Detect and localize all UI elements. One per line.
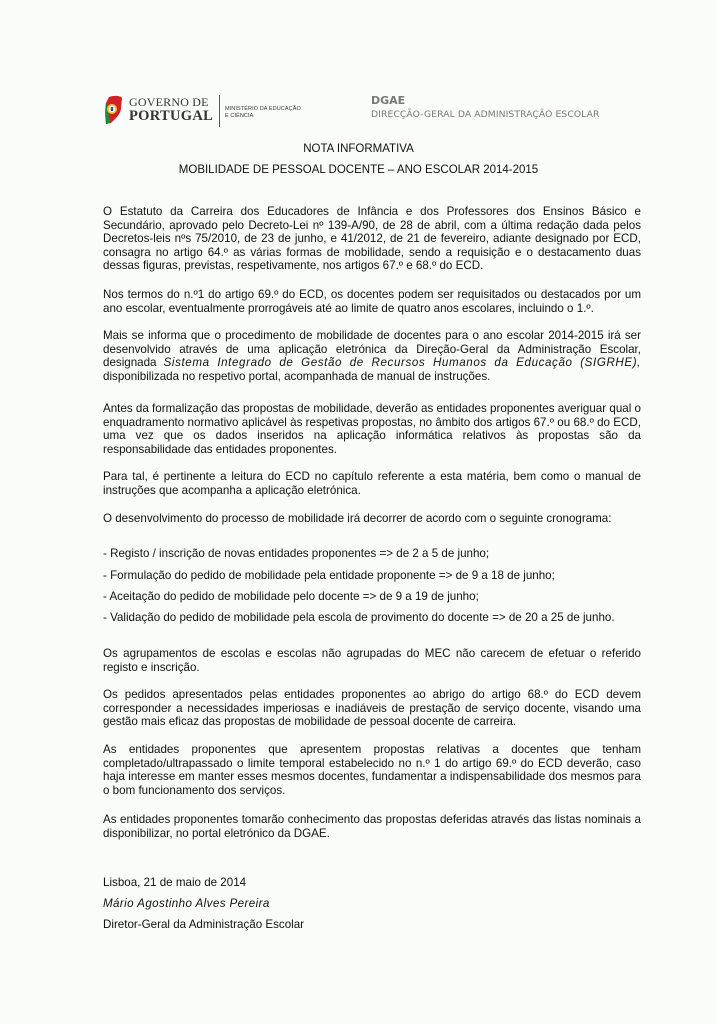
paragraph-text: As entidades proponentes tomarão conhecimento das propostas deferidas através das listas nominais a disponibilizar, no portal eletrónico da DGAE. bbox=[103, 813, 641, 840]
paragraph-2 bbox=[103, 288, 641, 315]
letterhead bbox=[103, 93, 623, 133]
paragraph-7 bbox=[103, 647, 641, 674]
portugal-emblem-icon bbox=[103, 95, 123, 125]
ministry-line1: MINISTÉRIO DA EDUCAÇÃO bbox=[225, 106, 301, 112]
paragraph-text: O desenvolvimento do processo de mobilidade irá decorrer de acordo com o seguinte cronograma: bbox=[103, 512, 612, 525]
text-run: Mais se informa que o procedimento de mobilidade de docentes para o ano escolar 2014-2015 irá ser desenvolvido através de uma aplicação eletrónica da Direção-Geral da Administração Escolar, designada bbox=[103, 329, 641, 370]
ministry-name bbox=[225, 106, 301, 120]
ministry-line2: E CIÊNCIA bbox=[225, 113, 254, 119]
place-date: Lisboa, 21 de maio de 2014 bbox=[103, 876, 247, 889]
paragraph-4 bbox=[103, 402, 641, 456]
paragraph-5 bbox=[103, 470, 641, 497]
government-logo bbox=[103, 95, 213, 125]
paragraph-10 bbox=[103, 813, 641, 840]
system-name: Sistema Integrado de Gestão de Recursos Humanos da Educação (SIGRHE), bbox=[163, 356, 642, 370]
paragraph-text bbox=[103, 329, 641, 383]
schedule-item: - Validação do pedido de mobilidade pela escola de provimento do docente => de 20 a 25 de junho. bbox=[103, 611, 615, 624]
gov-line2: PORTUGAL bbox=[129, 108, 214, 125]
paragraph-9 bbox=[103, 743, 641, 797]
text-run: disponibilizada no respetivo portal, acompanhada de manual de instruções. bbox=[103, 369, 491, 383]
paragraph-text: Antes da formalização das propostas de mobilidade, deverão as entidades proponentes averiguar qual o enquadramento normativo aplicável às respetivas propostas, no âmbito dos artigos 67.º ou 68.º do ECD, uma vez que os dados inseridos na aplicação informática relativos às propostas são da responsabilidade das entidades proponentes. bbox=[103, 402, 641, 456]
paragraph-text: O Estatuto da Carreira dos Educadores de Infância e dos Professores dos Ensinos Básico e Secundário, aprovado pelo Decreto-Lei nº 139-A/90, de 28 de abril, com a última redação dada pelos Decretos-leis nºs 75/2010, de 23 de junho, e 41/2012, de 21 de fevereiro, adiante designado por ECD, consagra no artigo 64.º as várias formas de mobilidade, sendo a requisição e o destacamento duas dessas figuras, previstas, respetivamente, nos artigos 67.º e 68.º do ECD. bbox=[103, 205, 641, 273]
paragraph-text: Para tal, é pertinente a leitura do ECD no capítulo referente a esta matéria, bem como o manual de instruções que acompanha a aplicação eletrónica. bbox=[103, 470, 641, 497]
dgae-acronym: DGAE bbox=[371, 94, 406, 107]
paragraph-1 bbox=[103, 205, 641, 273]
signatory-name: Mário Agostinho Alves Pereira bbox=[103, 897, 270, 910]
government-name bbox=[129, 96, 213, 124]
paragraph-8 bbox=[103, 688, 641, 729]
paragraph-6 bbox=[103, 512, 641, 526]
schedule-item: - Formulação do pedido de mobilidade pela entidade proponente => de 9 a 18 de junho; bbox=[103, 569, 555, 582]
dgae-logo bbox=[371, 95, 599, 119]
dgae-full-name: DIRECÇÃO-GERAL DA ADMINISTRAÇÃO ESCOLAR bbox=[371, 109, 600, 120]
logo-divider bbox=[219, 95, 220, 127]
paragraph-text: Os pedidos apresentados pelas entidades proponentes ao abrigo do artigo 68.º do ECD devem corresponder a necessidades imperiosas e inadiáveis de prestação de serviço docente, visando uma gestão mais eficaz das propostas de mobilidade de pessoal docente de carreira. bbox=[103, 688, 641, 729]
document-subtitle: MOBILIDADE DE PESSOAL DOCENTE – ANO ESCOLAR 2014-2015 bbox=[178, 164, 539, 176]
schedule-item: - Aceitação do pedido de mobilidade pelo docente => de 9 a 19 de junho; bbox=[103, 590, 479, 603]
paragraph-text: Nos termos do n.º1 do artigo 69.º do ECD, os docentes podem ser requisitados ou destacados por um ano escolar, eventualmente prorrogáveis até ao limite de quatro anos escolares, incluindo o 1.º. bbox=[103, 288, 641, 315]
schedule-item: - Registo / inscrição de novas entidades proponentes => de 2 a 5 de junho; bbox=[103, 547, 490, 560]
document-title: NOTA INFORMATIVA bbox=[303, 143, 414, 155]
signatory-role: Diretor-Geral da Administração Escolar bbox=[103, 918, 305, 931]
paragraph-text: As entidades proponentes que apresentem propostas relativas a docentes que tenham completado/ultrapassado o limite temporal estabelecido no n.º 1 do artigo 69.º do ECD deverão, caso haja interesse em manter esses mesmos docentes, fundamentar a indispensabilidade dos mesmos para o bom funcionamento dos serviços. bbox=[103, 743, 641, 797]
gov-line1: GOVERNO DE bbox=[129, 95, 209, 110]
paragraph-3 bbox=[103, 329, 641, 383]
paragraph-text: Os agrupamentos de escolas e escolas não agrupadas do MEC não carecem de efetuar o referido registo e inscrição. bbox=[103, 647, 641, 674]
